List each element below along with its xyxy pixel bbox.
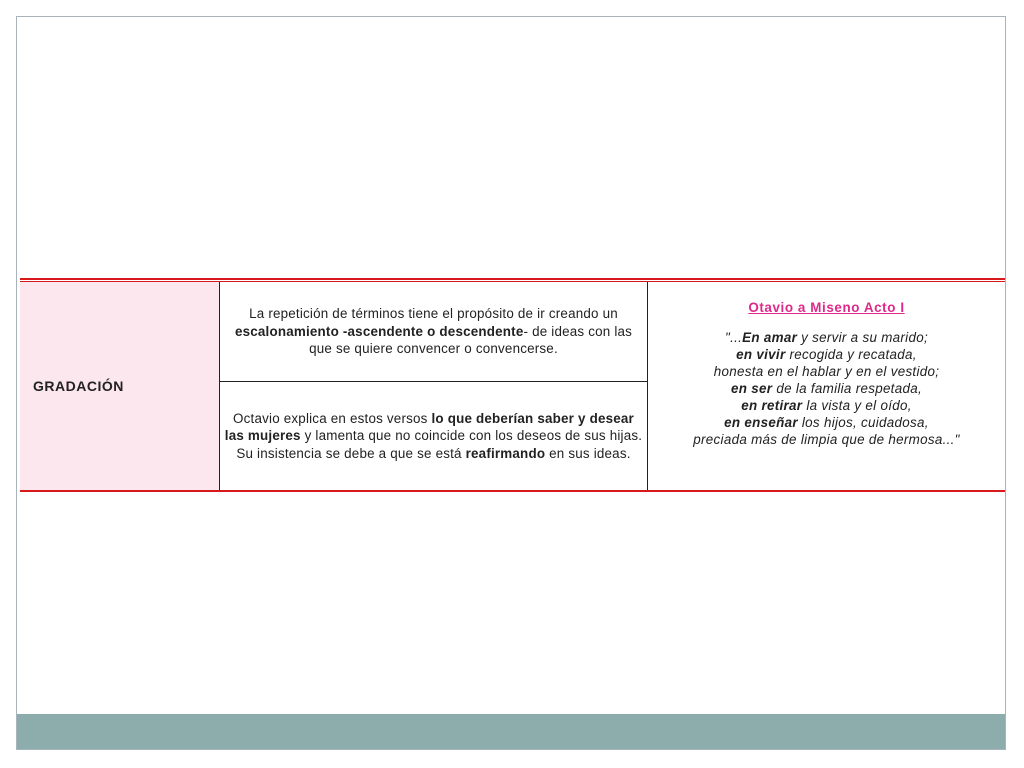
- verse-bold: en vivir: [736, 347, 786, 362]
- verse-text: los hijos, cuidadosa,: [797, 415, 929, 430]
- explanation-text: [220, 410, 647, 463]
- explanation-part: en sus ideas.: [545, 445, 631, 461]
- verse-text: recogida y recatada,: [785, 347, 917, 362]
- verse-bold: En amar: [742, 330, 798, 345]
- figure-label: GRADACIÓN: [33, 378, 124, 394]
- explanation-part: Octavio explica en estos versos: [233, 410, 432, 426]
- definition-part: - de ideas con las que se quiere convencer o convencerse.: [309, 323, 633, 357]
- verse-text: y servir a su marido;: [797, 330, 928, 345]
- verse-prefix: "...: [725, 330, 743, 345]
- verse-line: [648, 397, 1005, 414]
- example-cell: [648, 282, 1005, 490]
- table-top-rule: [20, 278, 1005, 280]
- example-title: Otavio a Miseno Acto I: [748, 300, 905, 315]
- verse-bold: en retirar: [741, 398, 803, 413]
- explanation-cell: [220, 382, 647, 490]
- verse-line: [648, 329, 1005, 346]
- verse-line: [648, 346, 1005, 363]
- gradacion-table: [20, 278, 1005, 492]
- figure-label-cell: [20, 282, 220, 490]
- verse-line: [648, 414, 1005, 431]
- verse-text: honesta en el hablar y en el vestido;: [713, 364, 940, 379]
- verse-line: [648, 380, 1005, 397]
- verse-text: la vista y el oído,: [802, 398, 912, 413]
- explanation-bold: lo que deberían saber y desear las mujeres: [224, 410, 634, 444]
- verse-bold: en enseñar: [724, 415, 798, 430]
- verse-line: [648, 363, 1005, 380]
- verse-line: [648, 431, 1005, 448]
- verse-text: de la familia respetada,: [772, 381, 922, 396]
- verse-bold: en ser: [731, 381, 773, 396]
- table-bottom-rule: [20, 490, 1005, 492]
- slide: [16, 16, 1006, 750]
- footer-bar: [17, 714, 1005, 749]
- definition-bold: escalonamiento -ascendente o descendente: [234, 323, 524, 339]
- definition-text: [220, 305, 647, 358]
- description-cell: [220, 282, 648, 490]
- definition-part: La repetición de términos tiene el propósito de ir creando un: [249, 306, 618, 322]
- explanation-bold: reafirmando: [465, 445, 546, 461]
- explanation-part: y lamenta que no coincide con los deseos de sus hijas. Su insistencia se debe a que se está: [236, 428, 643, 461]
- example-quote: [648, 329, 1005, 448]
- definition-cell: [220, 282, 647, 382]
- verse-text: preciada más de limpia que de hermosa...": [693, 432, 960, 447]
